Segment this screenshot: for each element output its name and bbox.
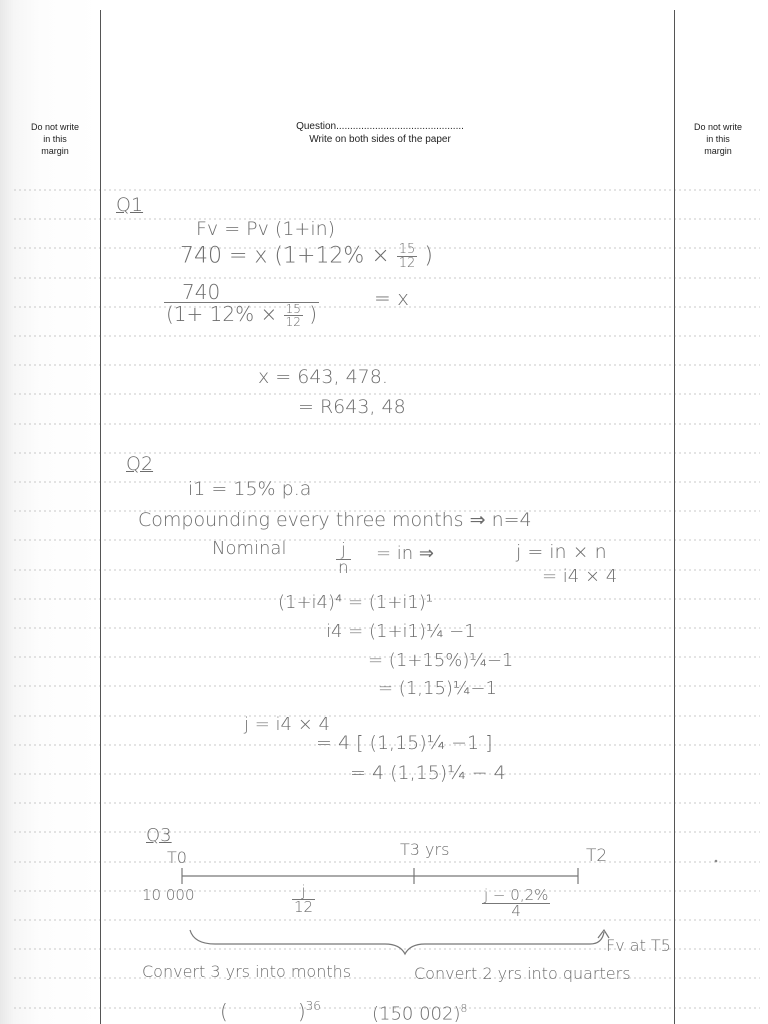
brace — [190, 930, 604, 954]
q2-line8: = (1,15)¼−1 — [378, 678, 497, 699]
q1-line3-result: = x — [374, 286, 409, 310]
q3-convert1: Convert 3 yrs into months — [142, 962, 352, 981]
q3-principal: 10 000 — [142, 886, 195, 904]
q2-line4-right: = i4 × 4 — [542, 566, 618, 587]
question-field: Question.............................................. — [296, 121, 464, 132]
q3-t2: T2 — [586, 846, 608, 866]
q2-line10: = 4 [ (1,15)¼ −1 ] — [316, 732, 493, 754]
q1-line2: 740 = x (1+12% × $\frac{15}{12}$ ) — [180, 242, 433, 271]
q3-fv-label: Fv at T5 — [606, 936, 671, 955]
q2-line9: j = i4 × 4 — [244, 714, 330, 735]
left-margin-note: Do not write in this margin — [30, 122, 80, 156]
q3-partial-right: (150 002)$^8$ — [372, 1002, 468, 1024]
q1-line4: x = 643, 478. — [258, 366, 388, 388]
stray-dot — [715, 860, 718, 863]
right-margin-note: Do not write in this margin — [693, 122, 743, 156]
q1-line1: Fv = Pv (1+in) — [196, 218, 336, 240]
q2-line1: i1 = 15% p.a — [188, 478, 312, 500]
q3-rate2: $\frac{j - 0,2\%}{4}$ — [484, 886, 549, 920]
q1-line3: 740 (1+ 12% × $\frac{15}{12}$ ) — [166, 280, 318, 329]
q2-line3-mid: = in ⇒ — [376, 543, 435, 564]
q2-line3-right: j = in × n — [516, 541, 607, 563]
q2-line3-frac: $\frac{j}{n}$ — [338, 540, 349, 578]
q2-label: Q2 — [126, 453, 154, 475]
q2-nominal: Nominal — [212, 538, 287, 559]
q2-line11: = 4 (1,15)¼ − 4 — [350, 762, 506, 784]
q3-rate1: $\frac{j}{12}$ — [294, 882, 314, 916]
q2-line7: = (1+15%)¼−1 — [368, 650, 514, 671]
q2-line2: Compounding every three months ⇒ n=4 — [138, 509, 532, 531]
q1-label: Q1 — [116, 194, 144, 216]
instruction-text: Write on both sides of the paper — [309, 134, 451, 145]
q3-label: Q3 — [146, 825, 172, 846]
q2-line5: (1+i4)⁴ = (1+i1)¹ — [278, 592, 434, 613]
q1-line5: = R643, 48 — [298, 396, 406, 418]
q2-line6: i4 = (1+i1)¼ −1 — [326, 621, 476, 642]
q3-t3: T3 yrs — [400, 840, 450, 859]
q3-t0: T0 — [167, 848, 187, 867]
q3-convert2: Convert 2 yrs into quarters — [414, 964, 631, 983]
q3-partial-left: ( )$^{36}$ — [220, 999, 321, 1024]
